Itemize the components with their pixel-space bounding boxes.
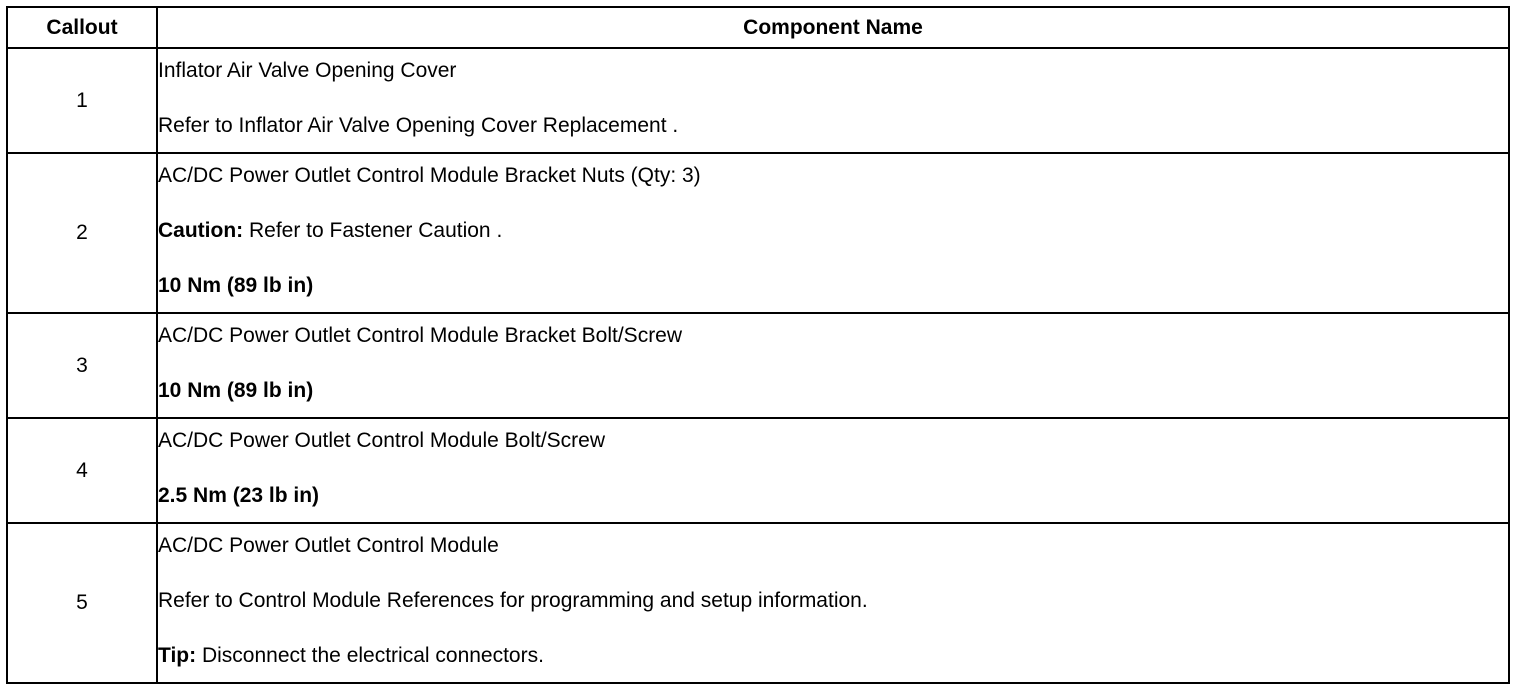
table-row (7, 313, 1509, 418)
caution-link[interactable]: Refer to Fastener Caution . (243, 219, 503, 242)
torque-spec: 10 Nm (89 lb in) (158, 274, 314, 297)
callout-number: 3 (7, 313, 157, 418)
callout-number: 5 (7, 523, 157, 683)
component-name: Inflator Air Valve Opening Cover (158, 59, 457, 82)
reference-link[interactable]: Refer to Inflator Air Valve Opening Cover Replacement . (158, 114, 679, 137)
table-header-row (7, 7, 1509, 48)
component-name: AC/DC Power Outlet Control Module (158, 534, 499, 557)
component-name: AC/DC Power Outlet Control Module Bracket Nuts (Qty: 3) (158, 164, 701, 187)
table-row (7, 153, 1509, 313)
caution-note (158, 209, 1508, 264)
table-row (7, 418, 1509, 523)
callout-column-header: Callout (7, 7, 157, 48)
component-name-column-header: Component Name (157, 7, 1509, 48)
component-cell (157, 418, 1509, 523)
torque-spec: 10 Nm (89 lb in) (158, 379, 314, 402)
callout-number: 2 (7, 153, 157, 313)
reference-link[interactable]: Refer to Control Module References for programming and setup information. (158, 589, 868, 612)
table-row (7, 48, 1509, 153)
torque-spec: 2.5 Nm (23 lb in) (158, 484, 320, 507)
component-name: AC/DC Power Outlet Control Module Bolt/Screw (158, 429, 605, 452)
component-cell (157, 523, 1509, 683)
table-row (7, 523, 1509, 683)
component-cell (157, 48, 1509, 153)
component-cell (157, 313, 1509, 418)
tip-note (158, 634, 1508, 682)
tip-label: Tip: (158, 644, 197, 667)
callout-number: 1 (7, 48, 157, 153)
callout-table (6, 6, 1510, 684)
callout-number: 4 (7, 418, 157, 523)
component-name: AC/DC Power Outlet Control Module Bracket Bolt/Screw (158, 324, 683, 347)
caution-label: Caution: (158, 219, 244, 242)
tip-text: Disconnect the electrical connectors. (196, 644, 544, 667)
component-cell (157, 153, 1509, 313)
